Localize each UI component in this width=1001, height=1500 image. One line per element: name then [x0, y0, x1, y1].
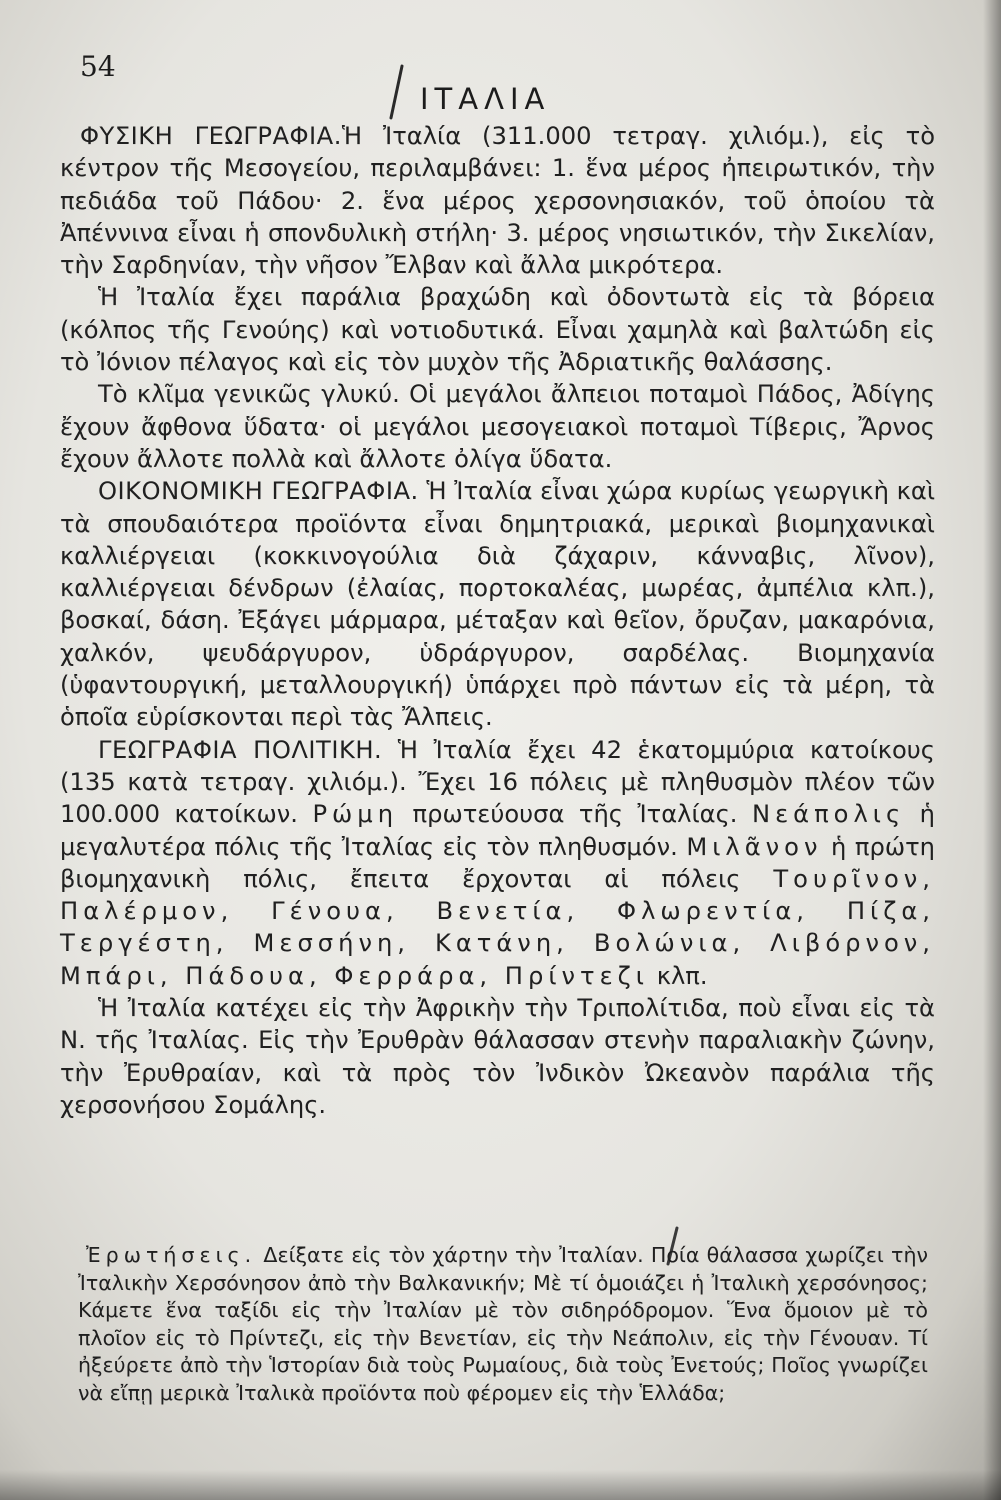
economic-geography-text: Ἡ Ἰταλία εἶναι χώρα κυρίως γεωργικὴ καὶ τὰ σπουδαιότερα προϊόντα εἶναι δημητριακά, μερικαὶ βιομηχανικαὶ καλλιέργειαι (κοκκινογούλια διὰ ζάχαριν, κάνναβις, λῖνον), καλλιέργειαι δένδρων (ἐλαίας, πορτοκαλέας, μωρέας, ἀμπέλια κλπ.), βοσκαί, δάση. Ἐξάγει μάρμαρα, μέταξαν καὶ θεῖον, ὄρυζαν, μακαρόνια, χαλκόν, ψευδάργυρον, ὑδράργυρον, σαρδέλας. Βιομηχανία (ὑφαντουργική, μεταλλουργική) ὑπάρχει πρὸ πάντων εἰς τὰ μέρη, τὰ ὁποῖα εὑρίσκονται περὶ τὰς Ἄλπεις. — [60, 477, 936, 732]
questions-text: Δείξατε εἰς τὸν χάρτην τὴν Ἰταλίαν. Ποία θάλασσα χωρίζει τὴν Ἰταλικὴν Χερσόνησον ἀπὸ τὴν Βαλκανικήν; Μὲ τί ὁμοιάζει ἡ Ἰταλικὴ χερσόνησος; Κάμετε ἕνα ταξίδι εἰς τὴν Ἰταλίαν μὲ τὸν σιδηρόδρομον. Ἕνα ὅμοιον μὲ τὸ πλοῖον εἰς τὸ Πρίντεζι, εἰς τὴν Βενετίαν, εἰς τὴν Νεάπολιν, εἰς τὴν Γένουαν. Τί ἠξεύρετε ἀπὸ τὴν Ἱστορίαν διὰ τοὺς Ρωμαίους, διὰ τοὺς Ἐνετούς; Ποῖος γνωρίζει νὰ εἴπῃ μερικὰ Ἰταλικὰ προϊόντα ποὺ φέρομεν εἰς τὴν Ἑλλάδα; — [78, 1243, 929, 1405]
economic-geography-paragraph — [60, 475, 935, 733]
political-geography-paragraph-1 — [60, 734, 935, 992]
city-rome: Ρώμη — [312, 800, 399, 829]
political-text-d: ἡ πρώτη βιομηχανικὴ πόλις, ἔπειτα ἔρχονται αἱ πόλεις — [60, 832, 935, 893]
physical-geography-paragraph-3: Τὸ κλῖμα γενικῶς γλυκύ. Οἱ μεγάλοι ἄλπειοι ποταμοὶ Πάδος, Ἀδίγης ἔχουν ἄφθονα ὕδατα· οἱ μεγάλοι μεσογειακοὶ ποταμοὶ Τίβερις, Ἄρνος ἔχουν ἄλλοτε πολλὰ καὶ ἄλλοτε ὀλίγα ὕδατα. — [60, 380, 935, 473]
political-geography-paragraph-2: Ἡ Ἰταλία κατέχει εἰς τὴν Ἀφρικὴν τὴν Τριπολίτιδα, ποὺ εἶναι εἰς τὰ Ν. τῆς Ἰταλίας. Εἰς τὴν Ἐρυθρὰν θάλασσαν στενὴν παραλιακὴν ζώνην, τὴν Ἐρυθραίαν, καὶ τὰ πρὸς τὸν Ἰνδικὸν Ὠκεανὸν παράλια τῆς χερσονήσου Σομάλης. — [60, 994, 935, 1119]
ink-mark — [389, 64, 404, 119]
questions-block — [78, 1242, 928, 1408]
physical-geography-paragraph-1 — [60, 120, 935, 281]
political-text-b: πρωτεύουσα τῆς Ἰταλίας. — [398, 800, 752, 829]
questions-paragraph — [78, 1242, 928, 1408]
page-edge-shadow-bottom — [0, 1470, 1001, 1500]
physical-geography-paragraph-2: Ἡ Ἰταλία ἔχει παράλια βραχώδη καὶ ὀδοντωτὰ εἰς τὰ βόρεια (κόλπος τῆς Γενούης) καὶ νοτιοδυτικά. Εἶναι χαμηλὰ καὶ βαλτώδη εἰς τὸ Ἰόνιον πέλαγος καὶ εἰς τὸν μυχὸν τῆς Ἀδριατικῆς θαλάσσης. — [60, 283, 935, 377]
city-milan: Μιλᾶνον — [686, 832, 823, 861]
physical-geography-text-1: Ἡ Ἰταλία (311.000 τετραγ. χιλιόμ.), εἰς τὸ κέντρον τῆς Μεσογείου, περιλαμβάνει: 1. ἕνα μέρος ἠπειρωτικόν, τὴν πεδιάδα τοῦ Πάδου· 2. ἕνα μέρος χερσονησιακόν, τοῦ ὁποίου τὰ Ἀπέννινα εἶναι ἡ σπονδυλικὴ στήλη· 3. μέρος νησιωτικόν, τὴν Σικελίαν, τὴν Σαρδηνίαν, τὴν νῆσον Ἔλβαν καὶ ἄλλα μικρότερα. — [60, 122, 935, 280]
cities-list: Τουρῖνον, Παλέρμον, Γένουα, Βενετία, Φλωρεντία, Πίζα, Τεργέστη, Μεσσήνη, Κατάνη, Βολώνια, Λιβόρνον, Μπάρι, Πάδουα, Φερράρα, Πρίντεζι — [60, 864, 935, 990]
political-text-c: ἡ μεγαλυτέρα πόλις τῆς Ἰταλίας εἰς τὸν πληθυσμόν. — [60, 800, 935, 861]
political-text-e: κλπ. — [649, 961, 708, 990]
physical-geography-heading: ΦΥΣΙΚΗ ΓΕΩΓΡΑΦΙΑ. — [80, 122, 342, 150]
economic-geography-heading: ΟΙΚΟΝΟΜΙΚΗ ΓΕΩΓΡΑΦΙΑ. — [98, 477, 419, 506]
page-edge-shadow-right — [983, 0, 1001, 1500]
political-text-a: Ἡ Ἰταλία ἔχει 42 ἑκατομμύρια κατοίκους (135 κατὰ τετραγ. χιλιόμ.). Ἔχει 16 πόλεις μὲ πληθυσμὸν πλέον τῶν 100.000 κατοίκων. — [60, 735, 935, 829]
page-number: 54 — [80, 50, 116, 83]
city-naples: Νεάπολις — [752, 800, 906, 829]
main-text — [60, 120, 935, 1121]
page-title: ΙΤΑΛΙΑ — [420, 82, 551, 116]
questions-heading: Ἐρωτήσεις. — [86, 1243, 257, 1267]
political-geography-heading: ΓΕΩΓΡΑΦΙΑ ΠΟΛΙΤΙΚΗ. — [98, 735, 383, 764]
